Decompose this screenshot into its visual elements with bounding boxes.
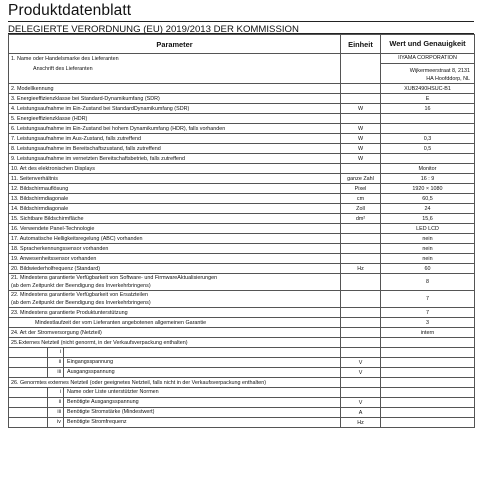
subrow-parameter [9, 398, 341, 408]
table-row [9, 124, 475, 134]
subrow-unit [341, 388, 381, 398]
subrow-value [381, 418, 475, 428]
row-value: Monitor [381, 164, 475, 174]
subrow-parameter [9, 368, 341, 378]
row-parameter: 3. Energieeffizienzklasse bei Standard-Dynamikumfang (SDR) [9, 94, 341, 104]
row-parameter: 19. Anwesenheitssensor vorhanden [9, 254, 341, 264]
table-row [9, 174, 475, 184]
row-value: E [381, 94, 475, 104]
row-value: XUB2490HSUC-B1 [381, 84, 475, 94]
subrow-number: i [48, 388, 64, 397]
row-parameter: 24. Art der Stromversorgung (Netzteil) [9, 328, 341, 338]
subrow-label: Benötigte Stromstärke (Mindestwert) [67, 409, 155, 415]
row-parameter: 25.Externes Netzteil (nicht genormt, in der Verkaufsverpackung enthalten) [9, 338, 341, 348]
row-parameter: 26. Genormtes externes Netzteil (oder geeignetes Netzteil, falls nicht in der Verkaufsverpackung enthalten) [9, 378, 341, 388]
row-parameter-line2: (ab dem Zeitpunkt der Beendigung des Inverkehrbringens) [11, 283, 151, 289]
table-row [9, 134, 475, 144]
subrow-value [381, 408, 475, 418]
row-unit [341, 114, 381, 124]
row-value: 0,3 [381, 134, 475, 144]
row-parameter: 10. Art des elektronischen Displays [9, 164, 341, 174]
row-value [381, 154, 475, 164]
row-value [381, 338, 475, 348]
subrow-label: Eingangsspannung [67, 359, 114, 365]
table-subrow [9, 388, 475, 398]
manufacturer-labels [9, 54, 341, 84]
row-parameter: 5. Energieeffizienzklasse (HDR) [9, 114, 341, 124]
table-subrow [9, 368, 475, 378]
row-unit: cm [341, 194, 381, 204]
subrow-parameter [9, 408, 341, 418]
row-unit: Zoll [341, 204, 381, 214]
row-parameter-line2: (ab dem Zeitpunkt der Beendigung des Inverkehrbringens) [11, 300, 151, 306]
table-row [9, 114, 475, 124]
subrow-number: iii [48, 368, 64, 377]
row-parameter: 15. Sichtbare Bildschirmfläche [9, 214, 341, 224]
row-unit [341, 94, 381, 104]
row-unit: Pixel [341, 184, 381, 194]
subrow-parameter [9, 418, 341, 428]
row-value: 3 [381, 318, 475, 328]
subrow-number: iii [48, 408, 64, 417]
subrow-unit: V [341, 368, 381, 378]
row-unit: ganze Zahl [341, 174, 381, 184]
table-row [9, 154, 475, 164]
table-row [9, 234, 475, 244]
row-parameter: Mindestlaufzeit der vom Lieferanten angebotenen allgemeinen Garantie [9, 318, 341, 328]
table-row [9, 84, 475, 94]
table-row [9, 104, 475, 114]
row-value: 7 [381, 308, 475, 318]
row-parameter: 11. Seitenverhältnis [9, 174, 341, 184]
row-unit: W [341, 154, 381, 164]
row-parameter: 8. Leistungsaufnahme im Bereitschaftszustand, falls zutreffend [9, 144, 341, 154]
row-parameter: 13. Bildschirmdiagonale [9, 194, 341, 204]
row-parameter: 20. Bildwiederholfrequenz (Standard) [9, 264, 341, 274]
row-unit [341, 318, 381, 328]
subrow-value [381, 358, 475, 368]
row-parameter: 9. Leistungsaufnahme im vernetzten Bereitschaftsbetrieb, falls zutreffend [9, 154, 341, 164]
row-unit: W [341, 134, 381, 144]
row-unit: W [341, 104, 381, 114]
row-unit [341, 338, 381, 348]
subrow-number: iv [48, 418, 64, 427]
subrow-label: Benötigte Stromfrequenz [67, 419, 127, 425]
row-parameter: 14. Bildschirmdiagonale [9, 204, 341, 214]
subrow-label: Ausgangsspannung [67, 369, 115, 375]
row-unit [341, 378, 381, 388]
subrow-parameter [9, 348, 341, 358]
row-unit: W [341, 144, 381, 154]
row-value: 7 [381, 291, 475, 308]
row-unit [341, 274, 381, 291]
subrow-label [64, 348, 67, 357]
page-title: Produktdatenblatt [8, 2, 132, 19]
row-value: 24 [381, 204, 475, 214]
row-unit: W [341, 124, 381, 134]
table-row [9, 164, 475, 174]
row-value: 16 [381, 104, 475, 114]
row-value: 60 [381, 264, 475, 274]
table-row [9, 378, 475, 388]
table-subrow [9, 398, 475, 408]
row-value [381, 378, 475, 388]
table-row [9, 244, 475, 254]
manufacturer-name-label: 1. Name oder Handelsmarke des Lieferanten [11, 56, 119, 62]
table-row [9, 291, 475, 308]
subrow-unit: V [341, 358, 381, 368]
row-parameter: 16. Verwendete Panel-Technologie [9, 224, 341, 234]
subrow-parameter [9, 388, 341, 398]
table-subrow [9, 418, 475, 428]
row-value: 60,5 [381, 194, 475, 204]
table-row [9, 328, 475, 338]
table-row [9, 264, 475, 274]
row-parameter: 6. Leistungsaufnahme im Ein-Zustand bei hohem Dynamikumfang (HDR), falls vorhanden [9, 124, 341, 134]
manufacturer-address-label: Anschrift des Lieferanten [33, 66, 93, 72]
product-data-table [8, 34, 475, 428]
table-row [9, 274, 475, 291]
table-subrow [9, 358, 475, 368]
row-value: nein [381, 244, 475, 254]
row-unit [341, 254, 381, 264]
subrow-unit [341, 348, 381, 358]
row-value [381, 124, 475, 134]
subrow-value [381, 348, 475, 358]
subrow-number: ii [48, 398, 64, 407]
table-row [9, 184, 475, 194]
row-parameter: 17. Automatische Helligkeitsregelung (ABC) vorhanden [9, 234, 341, 244]
subrow-number: i [48, 348, 64, 357]
table-row [9, 308, 475, 318]
subrow-unit: Hz [341, 418, 381, 428]
row-unit [341, 291, 381, 308]
row-unit [341, 234, 381, 244]
subrow-parameter [9, 358, 341, 368]
table-subrow [9, 408, 475, 418]
row-parameter [9, 274, 341, 291]
header-unit: Einheit [341, 35, 381, 54]
subrow-label: Benötigte Ausgangsspannung [67, 399, 139, 405]
row-value: 1920 × 1080 [381, 184, 475, 194]
header-parameter: Parameter [9, 35, 341, 54]
table-row [9, 204, 475, 214]
row-value [381, 114, 475, 124]
row-parameter [9, 291, 341, 308]
title-rule [8, 21, 474, 22]
row-parameter: 7. Leistungsaufnahme im Aus-Zustand, falls zutreffend [9, 134, 341, 144]
subrow-unit: V [341, 398, 381, 408]
row-unit [341, 244, 381, 254]
table-row [9, 338, 475, 348]
subrow-label: Name oder Liste unterstützter Normen [67, 389, 159, 395]
page-subtitle: DELEGIERTE VERORDNUNG (EU) 2019/2013 DER KOMMISSION [8, 24, 299, 35]
subrow-unit: A [341, 408, 381, 418]
subrow-value [381, 398, 475, 408]
row-unit [341, 328, 381, 338]
row-value: 15,6 [381, 214, 475, 224]
row-parameter: 2. Modellkennung [9, 84, 341, 94]
row-unit [341, 308, 381, 318]
row-value: intern [381, 328, 475, 338]
row-parameter: 4. Leistungsaufnahme im Ein-Zustand bei StandardDynamikumfang (SDR) [9, 104, 341, 114]
table-row [9, 254, 475, 264]
row-parameter: 23. Mindestens garantierte Produktunterstützung [9, 308, 341, 318]
table-row [9, 214, 475, 224]
table-row [9, 144, 475, 154]
row-parameter-line1: 21. Mindestens garantierte Verfügbarkeit von Software- und FirmwareAktualisierungen [11, 275, 218, 281]
row-value: LED LCD [381, 224, 475, 234]
subrow-number: ii [48, 358, 64, 367]
table-row-manufacturer [9, 54, 475, 84]
header-value: Wert und Genauigkeit [381, 35, 475, 54]
row-parameter: 12. Bildschirmauflösung [9, 184, 341, 194]
row-unit [341, 164, 381, 174]
row-unit [341, 84, 381, 94]
subrow-value [381, 388, 475, 398]
row-unit: Hz [341, 264, 381, 274]
row-value: 16 : 9 [381, 174, 475, 184]
row-value: nein [381, 234, 475, 244]
manufacturer-name-value: IIYAMA CORPORATION [381, 54, 474, 64]
row-parameter-line1: 22. Mindestens garantierte Verfügbarkeit von Ersatzteilen [11, 292, 148, 298]
table-row [9, 94, 475, 104]
row-unit [341, 224, 381, 234]
table-row [9, 318, 475, 328]
row-unit: dm² [341, 214, 381, 224]
subrow-value [381, 368, 475, 378]
row-value: 0,5 [381, 144, 475, 154]
row-value: nein [381, 254, 475, 264]
manufacturer-address-value: Wijkermeerstraat 8, 2131 HA Hoofddorp, NL [409, 68, 470, 82]
row-value: 8 [381, 274, 475, 291]
table-row [9, 194, 475, 204]
table-row [9, 224, 475, 234]
table-subrow [9, 348, 475, 358]
row-parameter: 18. Spracherkennungssensor vorhanden [9, 244, 341, 254]
